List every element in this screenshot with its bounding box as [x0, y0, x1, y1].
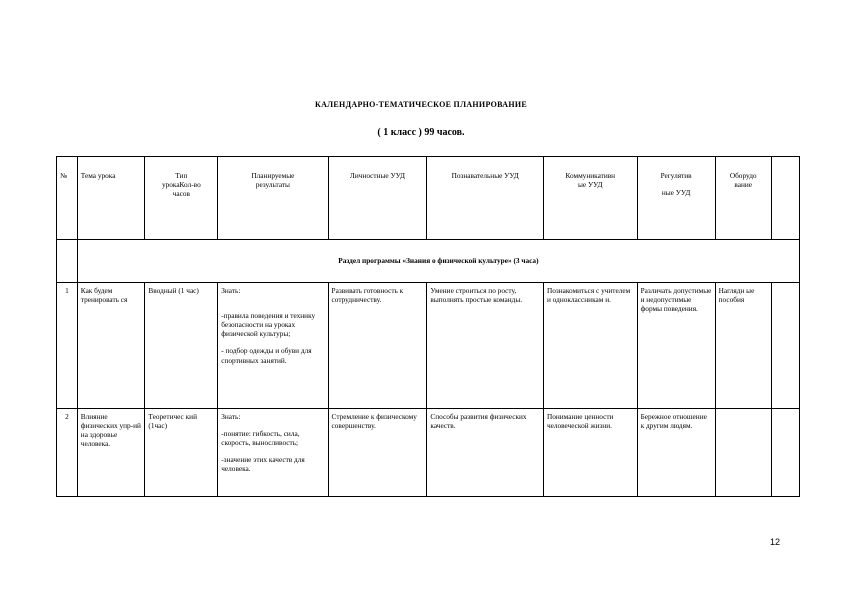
header-equip-line2: вание	[734, 180, 753, 190]
row1-know: Знать:	[221, 286, 241, 295]
header-type	[145, 157, 218, 240]
row2-equip	[715, 409, 771, 497]
header-type-line3: часов	[172, 189, 190, 199]
row2-personal: Стремление к физическому совершенству.	[328, 409, 427, 497]
header-reg-gap	[641, 180, 712, 188]
row1-gap	[221, 295, 324, 311]
page-number: 12	[770, 537, 781, 547]
row1-num: 1	[57, 283, 78, 409]
row2-comm: Понимание ценности человеческой жизни.	[543, 409, 637, 497]
row2-planned-2: -значение этих качеств для человека.	[221, 455, 305, 474]
table-header-row	[57, 157, 800, 240]
header-num: №	[57, 157, 78, 240]
row1-extra	[771, 283, 799, 409]
row1-gap2	[221, 338, 324, 346]
document-title: КАЛЕНДАРНО-ТЕМАТИЧЕСКОЕ ПЛАНИРОВАНИЕ	[314, 100, 528, 109]
header-equip-line1: Оборудо	[729, 171, 757, 180]
row2-know: Знать:	[221, 412, 241, 421]
header-equip	[715, 157, 771, 240]
row2-cognitive: Способы развития физических качеств.	[427, 409, 544, 497]
table-row	[57, 283, 800, 409]
header-extra	[771, 157, 799, 240]
header-planned-line1: Планируемые	[251, 171, 295, 180]
row2-planned-1: -понятие: гибкость, сила, скорость, выносливость;	[221, 429, 300, 448]
row2-gap2	[221, 447, 324, 455]
section-title: Раздел программы «Знания о физической культуре» (3 часа)	[77, 240, 799, 283]
row1-comm: Познакомиться с учителем и одноклассникам и.	[543, 283, 637, 409]
row1-type: Вводный (1 час)	[145, 283, 218, 409]
header-topic: Тема урока	[77, 157, 145, 240]
header-type-line2: урокаКол-во	[161, 180, 201, 190]
header-cognitive: Познавательные УУД	[427, 157, 544, 240]
row2-gap	[221, 421, 324, 429]
header-comm	[543, 157, 637, 240]
row1-cognitive: Умение строиться по росту, выполнять простые команды.	[427, 283, 544, 409]
row2-extra	[771, 409, 799, 497]
row1-topic: Как будем тренировать ся	[77, 283, 145, 409]
row2-reg: Бережное отношение к другим людям.	[637, 409, 715, 497]
table-row	[57, 409, 800, 497]
row1-equip: Наглядн ые пособия	[715, 283, 771, 409]
row2-topic: Влияние физических упр-ий на здоровье человека.	[77, 409, 145, 497]
row1-reg: Различать допустимые и недопустимые формы поведения.	[637, 283, 715, 409]
document-subtitle: ( 1 класс ) 99 часов.	[377, 127, 465, 138]
row2-planned	[218, 409, 328, 497]
header-reg	[637, 157, 715, 240]
header-comm-line2: ые УУД	[577, 180, 603, 190]
section-row	[57, 240, 800, 283]
header-personal: Личностные УУД	[328, 157, 427, 240]
header-planned-line2: результаты	[255, 180, 290, 190]
header-reg-line2: ные УУД	[661, 188, 691, 198]
row1-planned-2: - подбор одежды и обуви для спортивных занятий.	[221, 346, 312, 365]
planning-table	[56, 156, 800, 497]
row1-planned-1: -правила поведения и технику безопасности на уроках физической культуры;	[221, 311, 316, 339]
header-reg-line1: Регулятив	[660, 171, 692, 180]
row2-num: 2	[57, 409, 78, 497]
header-type-line1: Тип	[175, 171, 188, 180]
row2-type: Теоретичес кий (1час)	[145, 409, 218, 497]
section-num-cell	[57, 240, 78, 283]
header-planned	[218, 157, 328, 240]
header-comm-line1: Коммуникативн	[565, 171, 616, 180]
row1-personal: Развивать готовность к сотрудничеству.	[328, 283, 427, 409]
row1-planned	[218, 283, 328, 409]
